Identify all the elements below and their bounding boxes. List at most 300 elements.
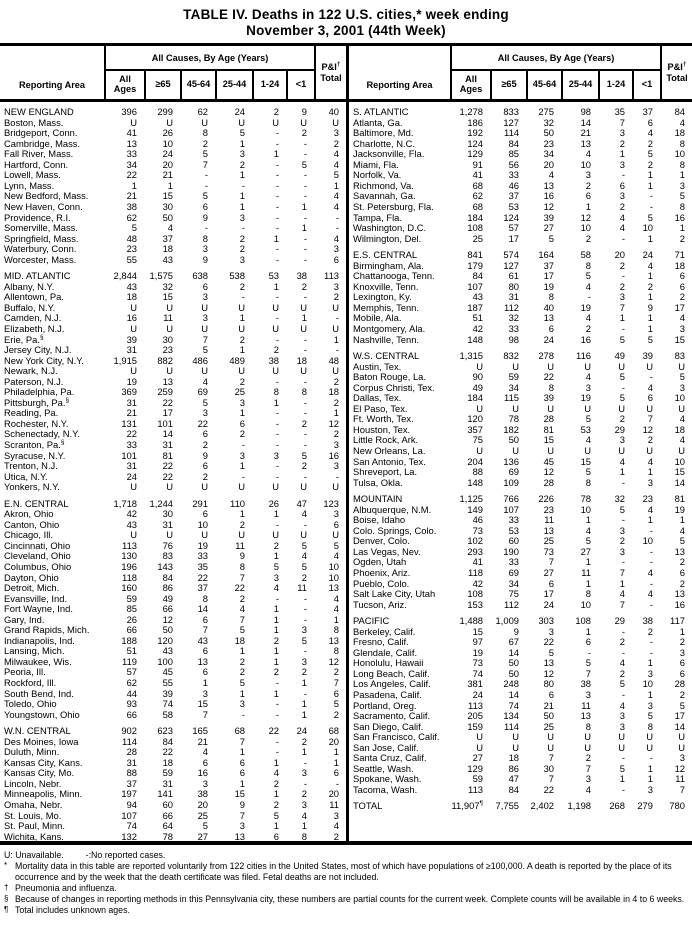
reporting-area-cell: Reading, Pa. bbox=[4, 407, 59, 419]
value-cell: 15 bbox=[162, 190, 173, 202]
reporting-area-cell: Salt Lake City, Utah bbox=[353, 588, 436, 600]
value-cell: 25 bbox=[234, 386, 245, 398]
value-cell: - bbox=[303, 428, 307, 440]
city-row bbox=[349, 361, 692, 372]
value-cell: 4 bbox=[202, 375, 208, 387]
value-cell: 2 bbox=[333, 291, 339, 303]
column-header-45-64: 45-64 bbox=[526, 71, 561, 99]
column-header-45-64: 45-64 bbox=[180, 71, 215, 99]
value-cell: 33 bbox=[197, 550, 208, 562]
value-cell: 4 bbox=[585, 312, 591, 324]
value-cell: 5 bbox=[333, 698, 339, 710]
value-cell: U bbox=[238, 116, 245, 128]
column-header-1-24: 1-24 bbox=[598, 71, 632, 99]
value-cell: 129 bbox=[467, 762, 483, 774]
value-cell: 1,198 bbox=[567, 800, 591, 812]
value-cell: - bbox=[275, 470, 279, 482]
value-cell: 10 bbox=[328, 571, 339, 583]
value-cell: 3 bbox=[333, 460, 339, 472]
footnote-asterisk bbox=[4, 861, 688, 883]
region-row bbox=[0, 106, 346, 117]
value-cell: - bbox=[649, 556, 653, 568]
value-cell: 2 bbox=[647, 434, 653, 446]
value-cell: 8 bbox=[548, 291, 554, 303]
value-cell: 68 bbox=[472, 200, 483, 212]
value-cell: 13 bbox=[126, 137, 137, 149]
value-cell: 22 bbox=[543, 636, 554, 648]
value-cell: 37 bbox=[543, 259, 554, 271]
value-cell: U bbox=[512, 402, 519, 414]
reporting-area-cell: Los Angeles, Calif. bbox=[353, 678, 431, 690]
reporting-area-cell: Richmond, Va. bbox=[353, 179, 414, 191]
value-cell: 5 bbox=[239, 677, 245, 689]
footnote-text: Total includes unknown ages. bbox=[15, 904, 130, 915]
value-cell: 188 bbox=[121, 634, 137, 646]
value-cell: 37 bbox=[197, 582, 208, 594]
value-cell: 15 bbox=[162, 291, 173, 303]
value-cell: U bbox=[201, 322, 208, 334]
city-row bbox=[349, 371, 692, 382]
value-cell: - bbox=[335, 222, 339, 234]
value-cell: U bbox=[512, 741, 519, 753]
value-cell: 68 bbox=[234, 725, 245, 737]
value-cell: 15 bbox=[472, 625, 483, 637]
value-cell: 22 bbox=[162, 746, 173, 758]
value-cell: 3 bbox=[239, 449, 245, 461]
value-cell: 8 bbox=[333, 624, 339, 636]
value-cell: 74 bbox=[162, 698, 173, 710]
value-cell: 18 bbox=[162, 756, 173, 768]
value-cell: 2 bbox=[679, 291, 685, 303]
value-cell: 2 bbox=[333, 137, 339, 149]
value-cell: 50 bbox=[508, 657, 519, 669]
value-cell: 6 bbox=[679, 280, 685, 292]
reporting-area-cell: Seattle, Wash. bbox=[353, 762, 414, 774]
value-cell: U bbox=[272, 365, 279, 377]
reporting-area-cell: Lowell, Mass. bbox=[4, 169, 61, 181]
city-row bbox=[349, 233, 692, 244]
value-cell: 3 bbox=[301, 655, 307, 667]
value-cell: 11 bbox=[235, 539, 245, 551]
value-cell: 4 bbox=[679, 312, 685, 324]
value-cell: 7 bbox=[619, 301, 625, 313]
value-cell: 78 bbox=[580, 493, 591, 505]
value-cell: U bbox=[618, 402, 625, 414]
value-cell: 12 bbox=[543, 667, 554, 679]
value-cell: U bbox=[201, 481, 208, 493]
value-cell: 1 bbox=[273, 148, 279, 160]
value-cell: - bbox=[649, 371, 653, 383]
reporting-area-cell: NEW ENGLAND bbox=[4, 106, 74, 118]
value-cell: 4 bbox=[333, 550, 339, 562]
asterisk-footnote-marker: * bbox=[4, 861, 8, 871]
value-cell: 4 bbox=[333, 190, 339, 202]
value-cell: - bbox=[303, 333, 307, 345]
reporting-area-cell: Baton Rouge, La. bbox=[353, 371, 426, 383]
value-cell: 40 bbox=[543, 301, 554, 313]
value-cell: 22 bbox=[126, 169, 137, 181]
value-cell: 7 bbox=[619, 116, 625, 128]
city-row bbox=[0, 603, 346, 614]
value-cell: 100 bbox=[157, 655, 173, 667]
value-cell: 4 bbox=[647, 567, 653, 578]
value-cell: 43 bbox=[197, 634, 208, 646]
value-cell: 268 bbox=[609, 800, 625, 812]
value-cell: 20 bbox=[328, 788, 339, 800]
value-cell: U bbox=[547, 741, 554, 753]
reporting-area-cell: Mobile, Ala. bbox=[353, 312, 402, 324]
value-cell: 303 bbox=[538, 615, 554, 627]
value-cell: 1 bbox=[301, 312, 307, 324]
value-cell: 2 bbox=[679, 232, 685, 244]
value-cell: U bbox=[547, 360, 554, 372]
value-cell: 6 bbox=[239, 417, 245, 429]
city-row bbox=[349, 382, 692, 393]
value-cell: 18 bbox=[328, 386, 339, 398]
value-cell: 27 bbox=[543, 222, 554, 234]
value-cell: 6 bbox=[202, 756, 208, 768]
value-cell: 1 bbox=[585, 625, 591, 637]
value-cell: 46 bbox=[508, 179, 519, 191]
value-cell: 8 bbox=[202, 127, 208, 139]
value-cell: 3 bbox=[679, 752, 685, 764]
value-cell: 6 bbox=[679, 667, 685, 679]
value-cell: 16 bbox=[543, 190, 554, 202]
table-section bbox=[0, 725, 346, 841]
value-cell: 4 bbox=[619, 699, 625, 711]
value-cell: U bbox=[130, 365, 137, 377]
value-cell: 24 bbox=[543, 598, 554, 610]
value-cell: 81 bbox=[162, 449, 173, 461]
value-cell: 4 bbox=[619, 211, 625, 223]
city-row bbox=[0, 614, 346, 625]
city-row bbox=[0, 355, 346, 366]
value-cell: U bbox=[272, 529, 279, 541]
value-cell: 8 bbox=[239, 561, 245, 572]
dagger-footnote-marker: † bbox=[682, 61, 687, 69]
value-cell: 11 bbox=[544, 514, 554, 526]
city-row bbox=[0, 450, 346, 461]
reporting-area-cell: Grand Rapids, Mich. bbox=[4, 624, 90, 636]
value-cell: 51 bbox=[472, 312, 483, 324]
column-header-lt1: <1 bbox=[632, 71, 660, 99]
value-cell: 12 bbox=[543, 200, 554, 212]
value-cell: 22 bbox=[162, 470, 173, 482]
value-cell: 1 bbox=[679, 169, 685, 181]
value-cell: 23 bbox=[126, 243, 137, 255]
value-cell: 113 bbox=[122, 539, 137, 551]
reporting-area-cell: Ogden, Utah bbox=[353, 556, 407, 568]
value-cell: 291 bbox=[192, 497, 208, 509]
value-cell: 396 bbox=[121, 106, 137, 118]
value-cell: 134 bbox=[503, 710, 519, 722]
value-cell: - bbox=[303, 687, 307, 699]
value-cell: 2 bbox=[273, 634, 279, 646]
value-cell: 33 bbox=[508, 514, 519, 526]
value-cell: 41 bbox=[472, 556, 483, 568]
city-row bbox=[349, 678, 692, 689]
value-cell: 1 bbox=[647, 762, 653, 774]
value-cell: 38 bbox=[268, 354, 279, 366]
reporting-area-cell: Pittsburgh, Pa.§ bbox=[4, 396, 70, 408]
value-cell: 1,244 bbox=[149, 497, 173, 509]
value-cell: 48 bbox=[126, 232, 137, 244]
value-cell: 1 bbox=[301, 677, 307, 689]
value-cell: 4 bbox=[647, 259, 653, 271]
value-cell: 14 bbox=[162, 428, 173, 440]
value-cell: 75 bbox=[508, 588, 519, 600]
value-cell: 53 bbox=[580, 423, 591, 435]
value-cell: 4 bbox=[333, 158, 339, 170]
value-cell: 2 bbox=[333, 830, 339, 842]
value-cell: 4 bbox=[585, 280, 591, 292]
value-cell: 30 bbox=[162, 200, 173, 212]
value-cell: 1 bbox=[679, 514, 685, 526]
value-cell: 11 bbox=[163, 312, 173, 324]
value-cell: - bbox=[275, 333, 279, 345]
value-cell: 4 bbox=[619, 657, 625, 669]
value-cell: 39 bbox=[543, 392, 554, 404]
city-row bbox=[349, 578, 692, 589]
reporting-area-cell: New York City, N.Y. bbox=[4, 354, 84, 366]
legend-line bbox=[4, 850, 688, 861]
value-cell: 1,278 bbox=[459, 106, 483, 118]
value-cell: 68 bbox=[472, 179, 483, 191]
value-cell: U bbox=[584, 444, 591, 456]
value-cell: 15 bbox=[580, 455, 591, 467]
value-cell: 5 bbox=[679, 371, 685, 383]
reporting-area-cell: Cleveland, Ohio bbox=[4, 550, 71, 562]
value-cell: 4 bbox=[202, 746, 208, 758]
value-cell: 37 bbox=[126, 777, 137, 789]
pilcrow-footnote-marker: ¶ bbox=[4, 904, 9, 914]
city-row bbox=[349, 403, 692, 414]
value-cell: 6 bbox=[333, 767, 339, 779]
value-cell: 3 bbox=[619, 720, 625, 732]
value-cell: 9 bbox=[202, 449, 208, 461]
value-cell: 5 bbox=[679, 535, 685, 547]
city-row bbox=[0, 212, 346, 223]
column-header-lt1: <1 bbox=[286, 71, 314, 99]
value-cell: 114 bbox=[504, 720, 519, 732]
city-row bbox=[349, 334, 692, 345]
city-row bbox=[0, 778, 346, 789]
value-cell: 10 bbox=[580, 158, 591, 170]
value-cell: - bbox=[241, 179, 245, 191]
value-cell: 2 bbox=[679, 689, 685, 701]
value-cell: 33 bbox=[508, 322, 519, 334]
footnote-text: Pneumonia and influenza. bbox=[15, 882, 117, 893]
city-row bbox=[349, 466, 692, 477]
value-cell: U bbox=[201, 365, 208, 377]
value-cell: - bbox=[275, 253, 279, 265]
reporting-area-cell: New Haven, Conn. bbox=[4, 200, 83, 212]
city-row bbox=[349, 668, 692, 679]
value-cell: 1 bbox=[619, 773, 625, 785]
city-row bbox=[0, 407, 346, 418]
value-cell: 6 bbox=[202, 666, 208, 678]
value-cell: 1 bbox=[301, 708, 307, 720]
value-cell: 88 bbox=[126, 767, 137, 779]
city-row bbox=[0, 254, 346, 265]
value-cell: 8 bbox=[647, 720, 653, 732]
value-cell: 143 bbox=[157, 561, 173, 572]
value-cell: 8 bbox=[679, 137, 685, 149]
value-cell: 1 bbox=[239, 169, 245, 181]
value-cell: 13 bbox=[328, 634, 339, 646]
value-cell: 3 bbox=[619, 524, 625, 536]
value-cell: 48 bbox=[328, 354, 339, 366]
value-cell: 2 bbox=[647, 137, 653, 149]
value-cell: 42 bbox=[472, 577, 483, 589]
city-row bbox=[0, 397, 346, 408]
value-cell: 4 bbox=[585, 434, 591, 446]
table-section bbox=[0, 498, 346, 719]
value-cell: 11 bbox=[297, 582, 307, 594]
value-cell: 43 bbox=[472, 291, 483, 303]
value-cell: 18 bbox=[296, 354, 307, 366]
city-row bbox=[0, 831, 346, 842]
reporting-area-cell: Somerville, Mass. bbox=[4, 222, 78, 234]
value-cell: 179 bbox=[467, 259, 483, 271]
value-cell: 130 bbox=[121, 550, 137, 562]
table-body-left bbox=[0, 102, 346, 841]
value-cell: 5 bbox=[679, 190, 685, 202]
value-cell: 2 bbox=[301, 735, 307, 747]
value-cell: 3 bbox=[239, 211, 245, 223]
value-cell: 1 bbox=[647, 312, 653, 324]
value-cell: 6 bbox=[548, 322, 554, 334]
reporting-area-cell: Newark, N.J. bbox=[4, 365, 58, 377]
value-cell: 160 bbox=[121, 582, 137, 594]
value-cell: 107 bbox=[467, 280, 483, 292]
value-cell: 6 bbox=[202, 508, 208, 520]
value-cell: U bbox=[300, 481, 307, 493]
value-cell: 2 bbox=[647, 625, 653, 637]
value-cell: 1 bbox=[647, 291, 653, 303]
value-cell: 74 bbox=[472, 667, 483, 679]
reporting-area-cell: Santa Cruz, Calif. bbox=[353, 752, 427, 764]
table-section bbox=[349, 350, 692, 487]
value-cell: 12 bbox=[642, 423, 653, 435]
value-cell: 71 bbox=[674, 249, 685, 261]
value-cell: 5 bbox=[239, 624, 245, 636]
value-cell: 204 bbox=[467, 455, 483, 467]
reporting-area-cell: Savannah, Ga. bbox=[353, 190, 416, 202]
value-cell: - bbox=[275, 190, 279, 202]
city-row bbox=[0, 656, 346, 667]
value-cell: 5 bbox=[647, 211, 653, 223]
value-cell: 8 bbox=[333, 645, 339, 657]
value-cell: U bbox=[201, 301, 208, 313]
city-row bbox=[349, 260, 692, 271]
column-header-all-ages: All Ages bbox=[104, 71, 144, 99]
value-cell: 17 bbox=[543, 588, 554, 600]
value-cell: 3 bbox=[273, 571, 279, 583]
value-cell: - bbox=[649, 190, 653, 202]
value-cell: 3 bbox=[647, 783, 653, 795]
value-cell: 60 bbox=[162, 799, 173, 811]
value-cell: 1 bbox=[239, 407, 245, 419]
value-cell: 17 bbox=[162, 407, 173, 419]
value-cell: U bbox=[584, 741, 591, 753]
value-cell: 31 bbox=[162, 777, 173, 789]
value-cell: 9 bbox=[239, 550, 245, 562]
value-cell: 1 bbox=[647, 179, 653, 191]
reporting-area-cell: Peoria, Ill. bbox=[4, 666, 46, 678]
city-row bbox=[0, 281, 346, 292]
city-row bbox=[349, 525, 692, 536]
value-cell: U bbox=[130, 322, 137, 334]
value-cell: 78 bbox=[162, 830, 173, 842]
value-cell: 13 bbox=[580, 137, 591, 149]
value-cell: U bbox=[130, 481, 137, 493]
value-cell: - bbox=[275, 407, 279, 419]
value-cell: 7 bbox=[548, 773, 554, 785]
city-row bbox=[0, 820, 346, 831]
value-cell: U bbox=[300, 116, 307, 128]
value-cell: 34 bbox=[508, 577, 519, 589]
value-cell: 22 bbox=[543, 371, 554, 383]
value-cell: 2 bbox=[333, 428, 339, 440]
city-row bbox=[349, 281, 692, 292]
value-cell: 1 bbox=[301, 222, 307, 234]
value-cell: 2 bbox=[647, 158, 653, 170]
value-cell: 5 bbox=[239, 127, 245, 139]
value-cell: U bbox=[646, 402, 653, 414]
value-cell: 7 bbox=[202, 158, 208, 170]
value-cell: 80 bbox=[508, 280, 519, 292]
value-cell: 1 bbox=[619, 148, 625, 160]
value-cell: 1 bbox=[202, 677, 208, 689]
value-cell: 110 bbox=[230, 497, 245, 509]
value-cell: 13 bbox=[197, 655, 208, 667]
city-row bbox=[0, 561, 346, 572]
value-cell: 66 bbox=[162, 603, 173, 615]
city-row bbox=[0, 582, 346, 593]
value-cell: - bbox=[275, 746, 279, 758]
reporting-area-cell: Corpus Christi, Tex. bbox=[353, 381, 435, 393]
value-cell: 2 bbox=[239, 518, 245, 530]
value-cell: - bbox=[303, 592, 307, 604]
value-cell: 3 bbox=[585, 773, 591, 785]
value-cell: 3 bbox=[239, 253, 245, 265]
value-cell: 39 bbox=[162, 687, 173, 699]
value-cell: 113 bbox=[468, 699, 483, 711]
value-cell: 23 bbox=[543, 137, 554, 149]
value-cell: 112 bbox=[504, 301, 519, 313]
value-cell: 50 bbox=[508, 667, 519, 679]
reporting-area-cell: Des Moines, Iowa bbox=[4, 735, 79, 747]
value-cell: U bbox=[166, 301, 173, 313]
column-header-reporting-area: Reporting Area bbox=[18, 80, 86, 91]
value-cell: 75 bbox=[472, 434, 483, 446]
value-cell: U bbox=[272, 481, 279, 493]
value-cell: 124 bbox=[503, 211, 519, 223]
table-header-left bbox=[0, 43, 346, 102]
footnote-pilcrow bbox=[4, 905, 688, 916]
value-cell: 18 bbox=[674, 127, 685, 139]
value-cell: 3 bbox=[585, 169, 591, 181]
value-cell: 2 bbox=[301, 788, 307, 800]
value-cell: 50 bbox=[162, 211, 173, 223]
reporting-area-cell: MOUNTAIN bbox=[353, 493, 403, 505]
reporting-area-cell: Syracuse, N.Y. bbox=[4, 449, 66, 461]
value-cell: 1 bbox=[167, 179, 173, 191]
value-cell: 1 bbox=[301, 698, 307, 710]
value-cell: 182 bbox=[503, 423, 519, 435]
value-cell: 4 bbox=[167, 222, 173, 234]
